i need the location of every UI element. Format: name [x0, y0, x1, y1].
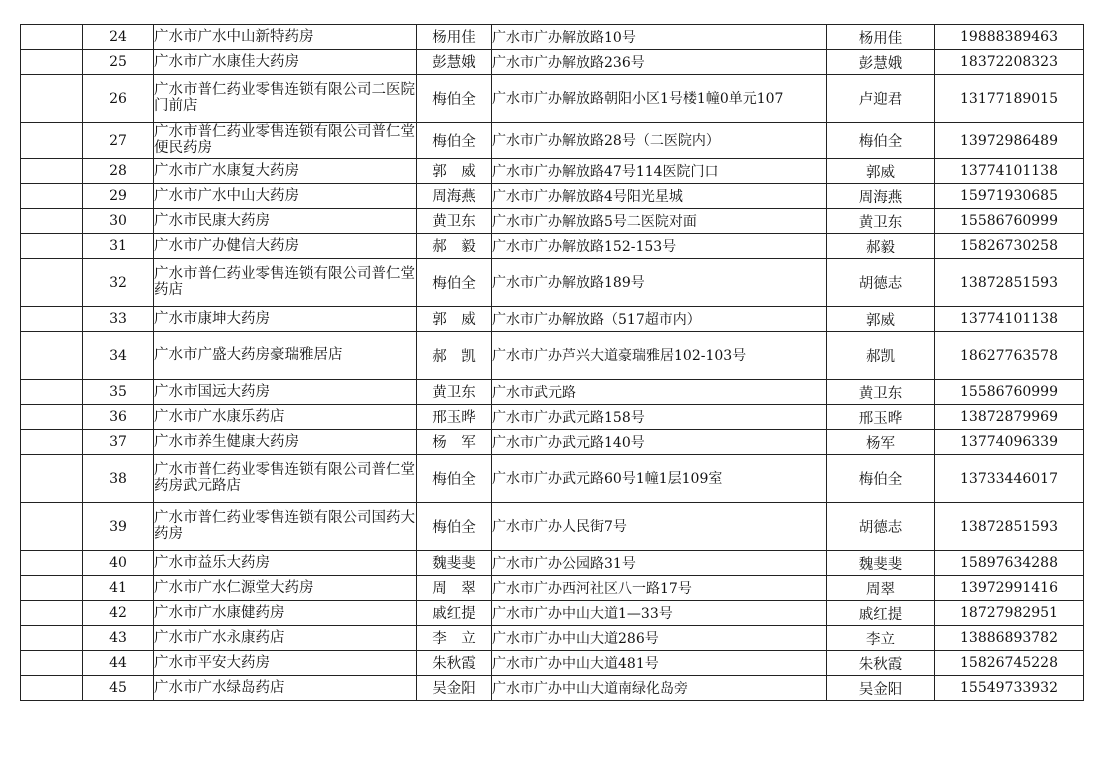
contact-person: 李立 [827, 626, 935, 651]
row-number: 42 [83, 601, 154, 626]
pharmacy-name-text: 广水市广水康健药房 [154, 604, 285, 621]
legal-person-text: 周 翠 [432, 581, 476, 597]
pharmacy-address [492, 651, 827, 676]
row-number: 41 [83, 576, 154, 601]
table-row [21, 651, 1084, 676]
contact-person: 邢玉晔 [827, 405, 935, 430]
pharmacy-address [492, 259, 827, 307]
legal-person-text: 梅伯全 [432, 471, 476, 488]
pharmacy-name-text: 广水市普仁药业零售连锁有限公司普仁堂药店 [154, 266, 415, 298]
contact-phone: 13733446017 [935, 455, 1084, 503]
pharmacy-name [154, 405, 417, 430]
legal-person [417, 307, 492, 332]
pharmacy-address [492, 209, 827, 234]
contact-phone: 15826745228 [935, 651, 1084, 676]
row-number: 32 [83, 259, 154, 307]
pharmacy-address-text: 广水市广办解放路（517超市内） [492, 311, 701, 328]
row-number: 25 [83, 50, 154, 75]
blank-cell [21, 259, 83, 307]
table-row [21, 626, 1084, 651]
row-number: 29 [83, 184, 154, 209]
pharmacy-address [492, 75, 827, 123]
legal-person [417, 455, 492, 503]
blank-cell [21, 455, 83, 503]
contact-phone: 13872851593 [935, 503, 1084, 551]
legal-person-text: 彭慧娥 [432, 55, 476, 71]
table-row [21, 184, 1084, 209]
legal-person [417, 430, 492, 455]
table-row [21, 50, 1084, 75]
contact-person: 周海燕 [827, 184, 935, 209]
row-number: 45 [83, 676, 154, 701]
pharmacy-name [154, 50, 417, 75]
legal-person-text: 郭 威 [432, 164, 476, 180]
legal-person [417, 405, 492, 430]
pharmacy-address-text: 广水市广办解放路47号114医院门口 [492, 163, 719, 180]
row-number: 24 [83, 25, 154, 50]
table-row [21, 159, 1084, 184]
blank-cell [21, 209, 83, 234]
pharmacy-name [154, 551, 417, 576]
contact-phone: 13872851593 [935, 259, 1084, 307]
pharmacy-address [492, 551, 827, 576]
pharmacy-name-text: 广水市益乐大药房 [154, 554, 270, 571]
pharmacy-address [492, 307, 827, 332]
pharmacy-name-text: 广水市康坤大药房 [154, 310, 270, 327]
row-number: 28 [83, 159, 154, 184]
pharmacy-address-text: 广水市广办解放路4号阳光星城 [492, 188, 683, 205]
blank-cell [21, 430, 83, 455]
contact-phone: 18627763578 [935, 332, 1084, 380]
pharmacy-name [154, 25, 417, 50]
legal-person [417, 332, 492, 380]
pharmacy-name [154, 651, 417, 676]
blank-cell [21, 307, 83, 332]
pharmacy-name-text: 广水市普仁药业零售连锁有限公司普仁堂药房武元路店 [154, 462, 415, 494]
pharmacy-address-text: 广水市广办中山大道481号 [492, 655, 659, 672]
pharmacy-address [492, 455, 827, 503]
contact-person: 戚红提 [827, 601, 935, 626]
contact-person: 胡德志 [827, 259, 935, 307]
pharmacy-name [154, 626, 417, 651]
pharmacy-name-text: 广水市平安大药房 [154, 654, 270, 671]
contact-person: 胡德志 [827, 503, 935, 551]
contact-person: 彭慧娥 [827, 50, 935, 75]
table-row [21, 576, 1084, 601]
legal-person-text: 杨用佳 [432, 30, 476, 46]
row-number: 35 [83, 380, 154, 405]
legal-person [417, 601, 492, 626]
legal-person-text: 周海燕 [432, 189, 476, 205]
table-row [21, 601, 1084, 626]
legal-person [417, 159, 492, 184]
pharmacy-address-text: 广水市广办解放路28号（二医院内） [492, 133, 720, 149]
blank-cell [21, 676, 83, 701]
table-body [21, 25, 1084, 701]
contact-phone: 15586760999 [935, 209, 1084, 234]
blank-cell [21, 576, 83, 601]
legal-person [417, 503, 492, 551]
pharmacy-address-text: 广水市广办中山大道286号 [492, 630, 659, 647]
legal-person-text: 杨 军 [432, 435, 476, 451]
contact-person: 黄卫东 [827, 380, 935, 405]
row-number: 38 [83, 455, 154, 503]
pharmacy-name [154, 259, 417, 307]
table-row [21, 405, 1084, 430]
contact-phone: 13774101138 [935, 307, 1084, 332]
pharmacy-name [154, 576, 417, 601]
pharmacy-address-text: 广水市广办武元路158号 [492, 409, 645, 426]
row-number: 33 [83, 307, 154, 332]
pharmacy-name-text: 广水市广水康复大药房 [154, 162, 299, 179]
pharmacy-name-text: 广水市国远大药房 [154, 383, 270, 400]
pharmacy-name [154, 380, 417, 405]
blank-cell [21, 159, 83, 184]
blank-cell [21, 626, 83, 651]
pharmacy-name-text: 广水市民康大药房 [154, 212, 270, 229]
pharmacy-address-text: 广水市广办解放路10号 [492, 29, 636, 46]
pharmacy-name [154, 234, 417, 259]
contact-person: 吴金阳 [827, 676, 935, 701]
pharmacy-name [154, 676, 417, 701]
pharmacy-name-text: 广水市养生健康大药房 [154, 433, 299, 450]
blank-cell [21, 380, 83, 405]
pharmacy-address-text: 广水市广办武元路140号 [492, 434, 645, 451]
contact-person: 郝毅 [827, 234, 935, 259]
blank-cell [21, 651, 83, 676]
row-number: 36 [83, 405, 154, 430]
table-row [21, 455, 1084, 503]
table-row [21, 25, 1084, 50]
legal-person-text: 戚红提 [432, 606, 476, 622]
pharmacy-name-text: 广水市广水绿岛药店 [154, 679, 285, 696]
contact-phone: 15586760999 [935, 380, 1084, 405]
table-row [21, 259, 1084, 307]
legal-person-text: 黄卫东 [432, 214, 476, 230]
pharmacy-address-text: 广水市广办中山大道1—33号 [492, 605, 673, 622]
legal-person-text: 郝 毅 [432, 239, 476, 255]
legal-person [417, 651, 492, 676]
table-row [21, 123, 1084, 159]
pharmacy-name [154, 601, 417, 626]
pharmacy-name-text: 广水市普仁药业零售连锁有限公司国药大药房 [154, 510, 415, 542]
pharmacy-address [492, 25, 827, 50]
table-row [21, 551, 1084, 576]
legal-person [417, 259, 492, 307]
blank-cell [21, 601, 83, 626]
legal-person [417, 123, 492, 159]
pharmacy-address [492, 676, 827, 701]
contact-person: 卢迎君 [827, 75, 935, 123]
pharmacy-address-text: 广水市广办解放路236号 [492, 54, 645, 71]
pharmacy-address-text: 广水市武元路 [492, 384, 576, 401]
pharmacy-address [492, 159, 827, 184]
blank-cell [21, 405, 83, 430]
pharmacy-address-text: 广水市广办解放路152-153号 [492, 238, 677, 255]
legal-person [417, 50, 492, 75]
pharmacy-name [154, 209, 417, 234]
contact-phone: 18372208323 [935, 50, 1084, 75]
table-row [21, 234, 1084, 259]
pharmacy-address [492, 234, 827, 259]
pharmacy-name-text: 广水市广水仁源堂大药房 [154, 579, 314, 596]
legal-person-text: 朱秋霞 [432, 656, 476, 672]
row-number: 44 [83, 651, 154, 676]
table-row [21, 430, 1084, 455]
row-number: 26 [83, 75, 154, 123]
pharmacy-address [492, 503, 827, 551]
legal-person [417, 380, 492, 405]
legal-person-text: 邢玉晔 [432, 410, 476, 426]
pharmacy-name [154, 123, 417, 159]
contact-phone: 15826730258 [935, 234, 1084, 259]
pharmacy-address-text: 广水市广办人民街7号 [492, 519, 627, 535]
pharmacy-name [154, 307, 417, 332]
pharmacy-address [492, 601, 827, 626]
contact-person: 黄卫东 [827, 209, 935, 234]
row-number: 37 [83, 430, 154, 455]
contact-person: 周翠 [827, 576, 935, 601]
pharmacy-address-text: 广水市广办西河社区八一路17号 [492, 580, 692, 597]
pharmacy-address [492, 123, 827, 159]
legal-person-text: 吴金阳 [432, 681, 476, 697]
table-row [21, 307, 1084, 332]
blank-cell [21, 234, 83, 259]
legal-person [417, 551, 492, 576]
legal-person-text: 郭 威 [432, 312, 476, 328]
table-row [21, 75, 1084, 123]
contact-phone: 15549733932 [935, 676, 1084, 701]
contact-phone: 15971930685 [935, 184, 1084, 209]
pharmacy-name-text: 广水市普仁药业零售连锁有限公司二医院门前店 [154, 82, 415, 114]
pharmacy-address [492, 184, 827, 209]
pharmacy-address [492, 626, 827, 651]
contact-person: 梅伯全 [827, 123, 935, 159]
pharmacy-name-text: 广水市广水中山大药房 [154, 187, 299, 204]
legal-person-text: 郝 凯 [432, 348, 476, 365]
pharmacy-address [492, 380, 827, 405]
legal-person [417, 234, 492, 259]
contact-person: 魏斐斐 [827, 551, 935, 576]
pharmacy-address-text: 广水市广办解放路5号二医院对面 [492, 213, 697, 230]
legal-person-text: 梅伯全 [432, 91, 476, 108]
pharmacy-name-text: 广水市广办健信大药房 [154, 237, 299, 254]
table-row [21, 332, 1084, 380]
contact-phone: 13774101138 [935, 159, 1084, 184]
table-row [21, 380, 1084, 405]
blank-cell [21, 123, 83, 159]
contact-phone: 13972991416 [935, 576, 1084, 601]
pharmacy-name [154, 159, 417, 184]
contact-phone: 13177189015 [935, 75, 1084, 123]
contact-phone: 18727982951 [935, 601, 1084, 626]
pharmacy-address-text: 广水市广办武元路60号1幢1层109室 [492, 471, 723, 487]
pharmacy-name-text: 广水市广水中山新特药房 [154, 28, 314, 45]
blank-cell [21, 25, 83, 50]
legal-person [417, 75, 492, 123]
pharmacy-address [492, 50, 827, 75]
legal-person-text: 梅伯全 [432, 133, 476, 150]
pharmacy-address [492, 576, 827, 601]
row-number: 34 [83, 332, 154, 380]
pharmacy-address-text: 广水市广办解放路189号 [492, 275, 645, 291]
pharmacy-name-text: 广水市广水永康药店 [154, 629, 285, 646]
blank-cell [21, 184, 83, 209]
contact-phone: 13774096339 [935, 430, 1084, 455]
contact-person: 郭威 [827, 159, 935, 184]
contact-person: 梅伯全 [827, 455, 935, 503]
row-number: 30 [83, 209, 154, 234]
legal-person-text: 黄卫东 [432, 385, 476, 401]
legal-person [417, 576, 492, 601]
pharmacy-address [492, 332, 827, 380]
contact-person: 郭威 [827, 307, 935, 332]
blank-cell [21, 75, 83, 123]
blank-cell [21, 50, 83, 75]
blank-cell [21, 551, 83, 576]
contact-phone: 19888389463 [935, 25, 1084, 50]
pharmacy-name [154, 503, 417, 551]
pharmacy-name [154, 332, 417, 380]
pharmacy-name-text: 广水市广水康乐药店 [154, 408, 285, 425]
pharmacy-name-text: 广水市广水康佳大药房 [154, 53, 299, 70]
pharmacy-table [20, 24, 1084, 701]
legal-person [417, 626, 492, 651]
row-number: 27 [83, 123, 154, 159]
table-row [21, 503, 1084, 551]
pharmacy-name [154, 430, 417, 455]
pharmacy-name [154, 75, 417, 123]
pharmacy-address-text: 广水市广办解放路朝阳小区1号楼1幢0单元107 [492, 91, 784, 107]
legal-person-text: 李 立 [432, 631, 476, 647]
contact-person: 朱秋霞 [827, 651, 935, 676]
contact-person: 杨军 [827, 430, 935, 455]
contact-phone: 15897634288 [935, 551, 1084, 576]
pharmacy-name-text: 广水市广盛大药房豪瑞雅居店 [154, 347, 343, 363]
row-number: 40 [83, 551, 154, 576]
legal-person [417, 209, 492, 234]
blank-cell [21, 332, 83, 380]
pharmacy-address-text: 广水市广办中山大道南绿化岛旁 [492, 680, 688, 697]
row-number: 31 [83, 234, 154, 259]
legal-person-text: 魏斐斐 [432, 556, 476, 572]
contact-person: 郝凯 [827, 332, 935, 380]
contact-phone: 13872879969 [935, 405, 1084, 430]
legal-person [417, 676, 492, 701]
table-row [21, 209, 1084, 234]
pharmacy-address-text: 广水市广办芦兴大道豪瑞雅居102-103号 [492, 348, 747, 364]
legal-person-text: 梅伯全 [432, 519, 476, 536]
contact-phone: 13886893782 [935, 626, 1084, 651]
row-number: 39 [83, 503, 154, 551]
legal-person [417, 25, 492, 50]
pharmacy-address-text: 广水市广办公园路31号 [492, 555, 636, 572]
legal-person-text: 梅伯全 [432, 275, 476, 292]
contact-person: 杨用佳 [827, 25, 935, 50]
contact-phone: 13972986489 [935, 123, 1084, 159]
pharmacy-name [154, 184, 417, 209]
table-row [21, 676, 1084, 701]
blank-cell [21, 503, 83, 551]
pharmacy-address [492, 405, 827, 430]
row-number: 43 [83, 626, 154, 651]
pharmacy-name [154, 455, 417, 503]
pharmacy-name-text: 广水市普仁药业零售连锁有限公司普仁堂便民药房 [154, 124, 415, 156]
legal-person [417, 184, 492, 209]
pharmacy-address [492, 430, 827, 455]
